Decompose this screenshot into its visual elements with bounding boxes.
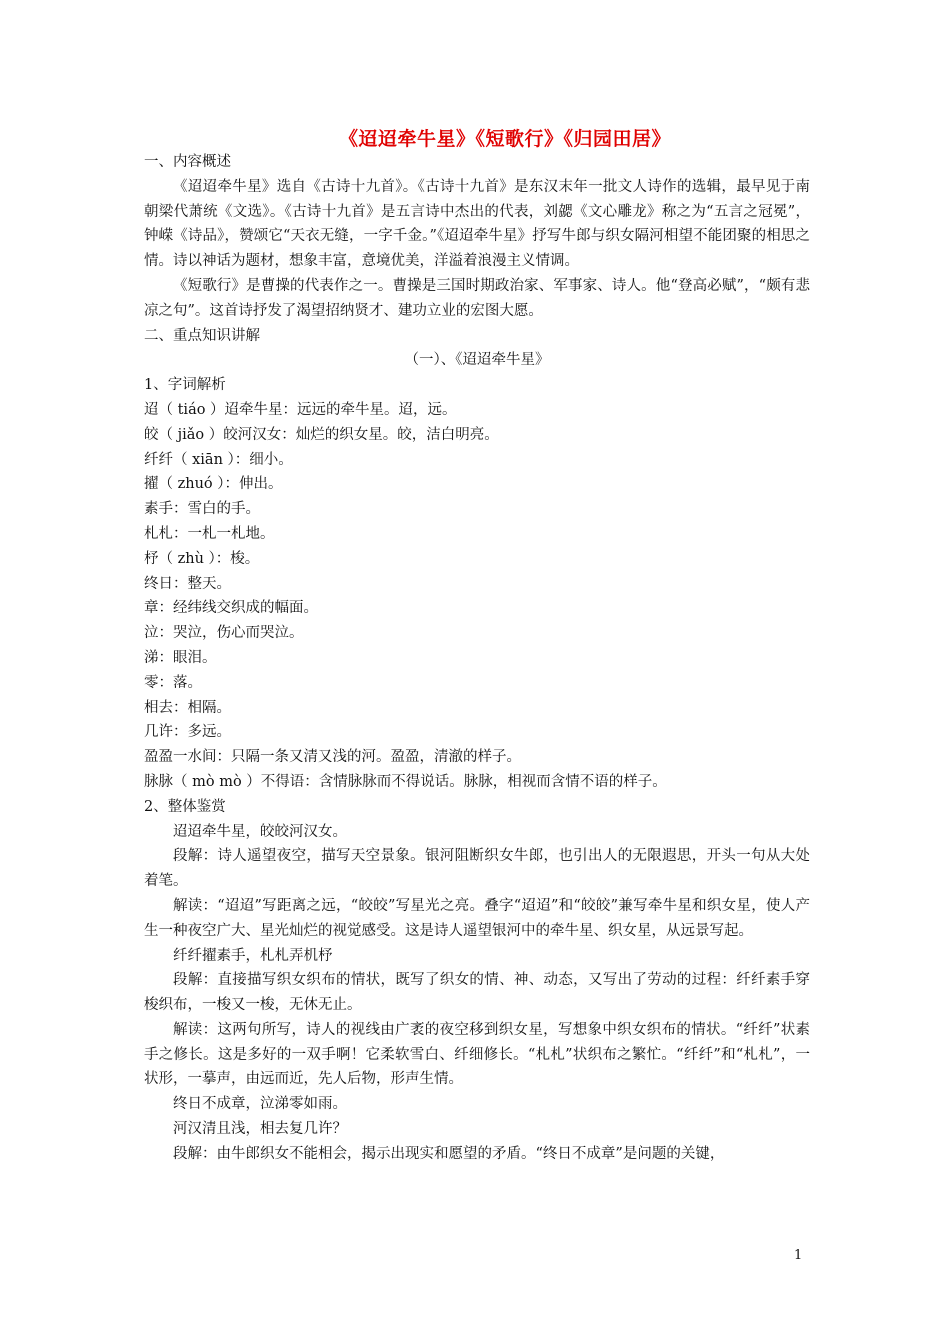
paragraph: 杼（ zhù ）：梭。 [144,550,260,567]
paragraph: 脉脉（ mò mò ）不得语：含情脉脉而不得说话。脉脉，相视而含情不语的样子。 [144,773,667,790]
paragraph: 涕：眼泪。 [144,649,217,666]
paragraph: 解读：“迢迢”写距离之远，“皎皎”写星光之亮。叠字“迢迢”和“皎皎”兼写牵牛星和织女星，使人产生一种夜空广大、星光灿烂的视觉感受。这是诗人遥望银河中的牵牛星、织女星，从远景写起。 [144,897,810,939]
paragraph: 《短歌行》是曹操的代表作之一。曹操是三国时期政治家、军事家、诗人。他“登高必赋”，“颇有悲凉之句”。这首诗抒发了渴望招纳贤才、建功立业的宏图大愿。 [144,277,810,319]
document-title: 《迢迢牵牛星》《短歌行》《归园田居》 [338,128,671,150]
paragraph: 章：经纬线交织成的幅面。 [144,600,318,617]
paragraph: 终日：整天。 [144,575,231,592]
paragraph: 擢（ zhuó ）：伸出。 [144,476,283,493]
document-body [144,150,810,1167]
paragraph: 迢（ tiáo ）迢牵牛星：远远的牵牛星。迢，远。 [144,401,457,418]
paragraph: 相去：相隔。 [144,699,231,716]
paragraph: （一）、《迢迢牵牛星》 [404,352,550,369]
paragraph: 迢迢牵牛星，皎皎河汉女。 [173,823,347,840]
paragraph: 《迢迢牵牛星》选自《古诗十九首》。《古诗十九首》是东汉末年一批文人诗作的选辑，最早见于南朝梁代萧统《文选》。《古诗十九首》是五言诗中杰出的代表，刘勰《文心雕龙》称之为“五言之冠冕”，钟嵘《诗品》，赞颂它“天衣无缝，一字千金。”《迢迢牵牛星》抒写牛郎与织女隔河相望不能团聚的相思之情。诗以神话为题材，想象丰富，意境优美，洋溢着浪漫主义情调。 [144,178,810,270]
paragraph: 1、字词解析 [144,377,226,394]
paragraph: 纤纤（ xiān ）：细小。 [144,451,293,468]
paragraph: 二、重点知识讲解 [144,327,260,344]
paragraph: 札札：一札一札地。 [144,525,275,542]
paragraph: 素手：雪白的手。 [144,501,260,518]
paragraph: 纤纤擢素手，札札弄机杼 [173,947,333,964]
page-number: 1 [794,1248,803,1263]
paragraph: 河汉清且浅，相去复几许？ [173,1121,347,1138]
paragraph: 2、整体鉴赏 [144,798,226,815]
paragraph: 零：落。 [144,674,202,691]
paragraph: 一、内容概述 [144,154,231,170]
paragraph: 段解：诗人遥望夜空，描写天空景象。银河阻断织女牛郎，也引出人的无限遐思，开头一句从大处着笔。 [144,848,810,890]
paragraph: 泣：哭泣，伤心而哭泣。 [144,625,304,642]
paragraph: 段解：直接描写织女织布的情状，既写了织女的情、神、动态，又写出了劳动的过程：纤纤素手穿梭织布，一梭又一梭，无休无止。 [144,972,810,1014]
paragraph: 终日不成章，泣涕零如雨。 [173,1096,347,1113]
paragraph: 皎（ jiǎo ）皎河汉女：灿烂的织女星。皎，洁白明亮。 [144,426,499,443]
paragraph: 段解：由牛郎织女不能相会，揭示出现实和愿望的矛盾。“终日不成章”是问题的关键， [173,1145,725,1162]
paragraph: 盈盈一水间：只隔一条又清又浅的河。盈盈，清澈的样子。 [144,749,521,766]
paragraph: 解读：这两句所写，诗人的视线由广袤的夜空移到织女星，写想象中织女织布的情状。“纤纤”状素手之修长。这是多好的一双手啊！它柔软雪白、纤细修长。“札札”状织布之繁忙。“纤纤”和“札札”，一状形，一摹声，由远而近，先人后物，形声生情。 [144,1021,810,1088]
paragraph: 几许：多远。 [144,724,231,741]
